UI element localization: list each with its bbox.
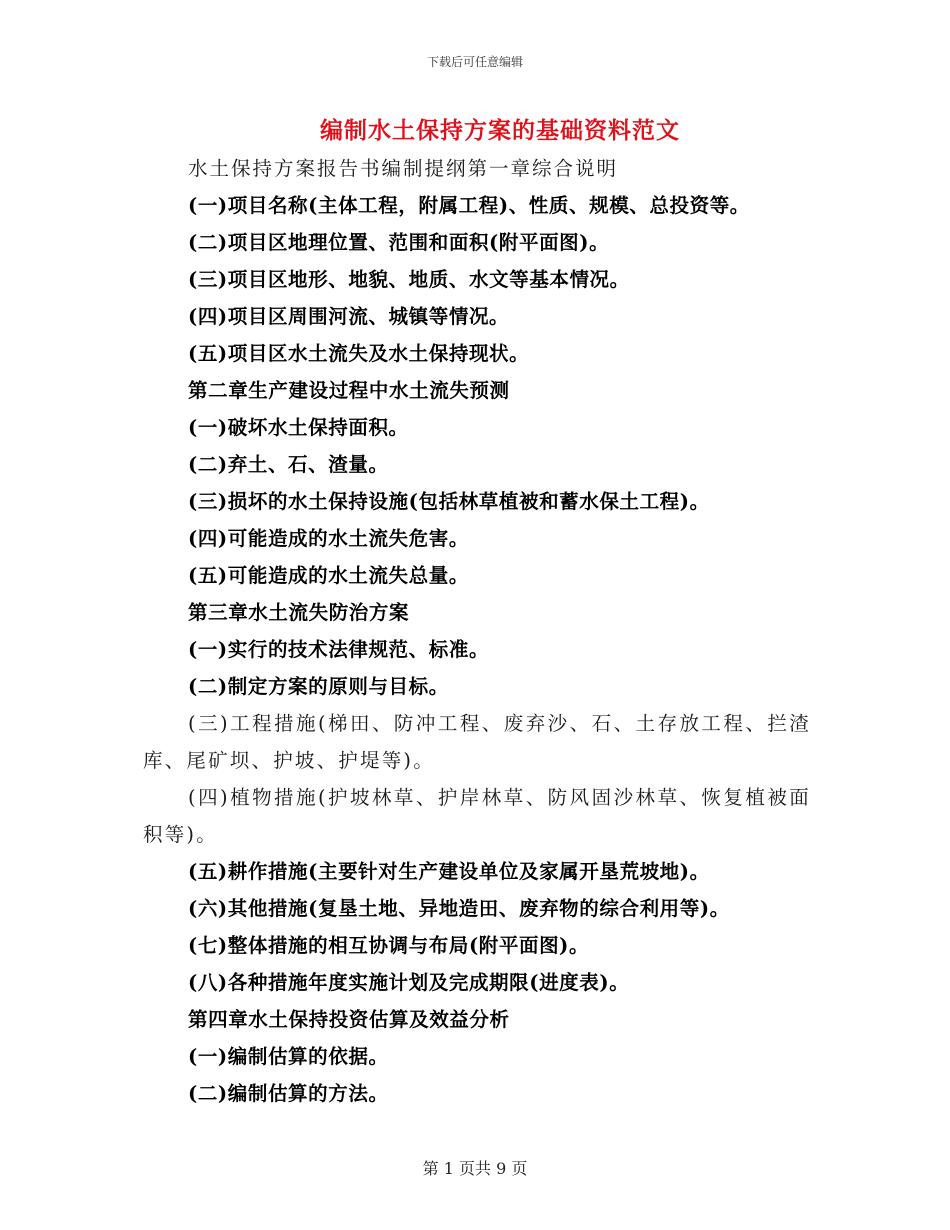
outline-heading: 水土保持方案报告书编制提纲第一章综合说明: [188, 157, 619, 180]
outline-item: (四)项目区周围河流、城镇等情况。: [188, 305, 510, 328]
chapter-heading: 第四章水土保持投资估算及效益分析: [188, 1008, 510, 1031]
outline-item: (二)编制估算的方法。: [188, 1082, 389, 1105]
document-body: [143, 150, 811, 1112]
page-indicator: 第 1 页共 9 页: [422, 1159, 528, 1178]
outline-item: (五)项目区水土流失及水土保持现状。: [188, 342, 530, 365]
header-note: 下载后可任意编辑: [426, 55, 523, 69]
outline-item: (六)其他措施(复垦土地、异地造田、废弃物的综合利用等)。: [188, 897, 730, 920]
outline-item: (五)耕作措施(主要针对生产建设单位及家属开垦荒坡地)。: [188, 860, 710, 883]
outline-item: (三)损坏的水土保持设施(包括林草植被和蓄水保土工程)。: [188, 490, 710, 513]
outline-item: (二)制定方案的原则与目标。: [188, 675, 449, 698]
outline-paragraph: (三)工程措施(梯田、防冲工程、废弃沙、石、土存放工程、拦渣库、尾矿坝、护坡、护堤等)。: [143, 712, 811, 772]
outline-paragraph: (四)植物措施(护坡林草、护岸林草、防风固沙林草、恢复植被面积等)。: [143, 786, 811, 846]
document-title: 编制水土保持方案的基础资料范文: [320, 117, 680, 144]
outline-item: (二)弃土、石、渣量。: [188, 453, 389, 476]
chapter-heading: 第三章水土流失防治方案: [188, 601, 410, 624]
outline-item: (四)可能造成的水土流失危害。: [188, 527, 469, 550]
outline-item: (七)整体措施的相互协调与布局(附平面图)。: [188, 934, 590, 957]
outline-item: (五)可能造成的水土流失总量。: [188, 564, 469, 587]
outline-item: (一)实行的技术法律规范、标准。: [188, 638, 490, 661]
chapter-heading: 第二章生产建设过程中水土流失预测: [188, 379, 510, 402]
outline-item: (一)编制估算的依据。: [188, 1045, 389, 1068]
outline-item: (二)项目区地理位置、范围和面积(附平面图)。: [188, 231, 610, 254]
outline-item: (一)项目名称(主体工程，附属工程)、性质、规模、总投资等。: [188, 194, 750, 217]
outline-item: (三)项目区地形、地貌、地质、水文等基本情况。: [188, 268, 630, 291]
outline-item: (八)各种措施年度实施计划及完成期限(进度表)。: [188, 971, 630, 994]
outline-item: (一)破坏水土保持面积。: [188, 416, 409, 439]
